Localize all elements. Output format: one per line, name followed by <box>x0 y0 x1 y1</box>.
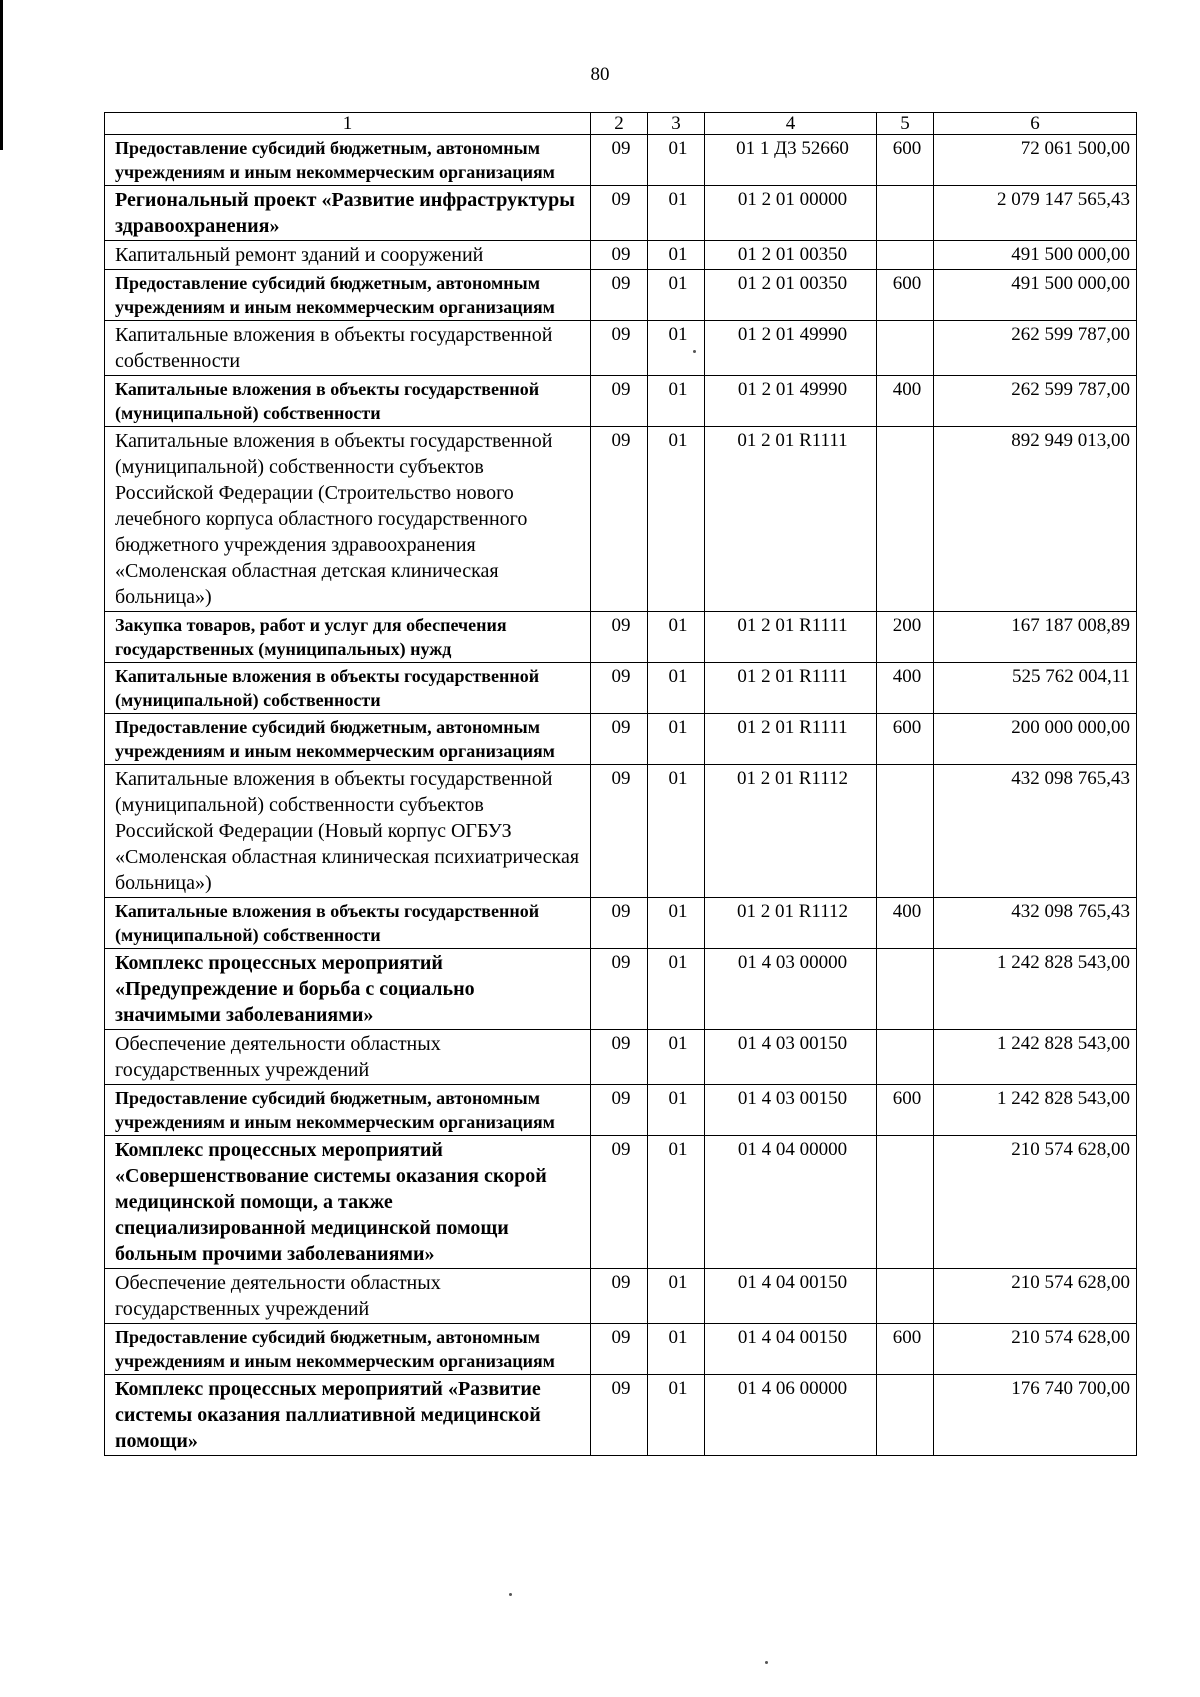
row-section-code: 09 <box>591 427 648 612</box>
row-amount: 432 098 765,43 <box>934 765 1137 898</box>
row-expense-type: 600 <box>877 270 934 321</box>
row-name: Комплекс процессных мероприятий «Развитие системы оказания паллиативной медицинской помощи» <box>105 1375 591 1456</box>
row-amount: 176 740 700,00 <box>934 1375 1137 1456</box>
row-amount: 1 242 828 543,00 <box>934 949 1137 1030</box>
row-subsection-code: 01 <box>648 898 705 949</box>
row-target-article: 01 2 01 R1112 <box>705 765 877 898</box>
row-section-code: 09 <box>591 765 648 898</box>
row-subsection-code: 01 <box>648 612 705 663</box>
row-section-code: 09 <box>591 376 648 427</box>
row-section-code: 09 <box>591 1324 648 1375</box>
row-section-code: 09 <box>591 270 648 321</box>
row-subsection-code: 01 <box>648 1136 705 1269</box>
row-amount: 262 599 787,00 <box>934 376 1137 427</box>
row-target-article: 01 4 03 00000 <box>705 949 877 1030</box>
table-row <box>105 1375 1137 1456</box>
row-amount: 167 187 008,89 <box>934 612 1137 663</box>
row-subsection-code: 01 <box>648 1375 705 1456</box>
row-target-article: 01 2 01 00000 <box>705 186 877 241</box>
row-name: Капитальный ремонт зданий и сооружений <box>105 241 591 270</box>
row-subsection-code: 01 <box>648 1324 705 1375</box>
row-subsection-code: 01 <box>648 663 705 714</box>
row-subsection-code: 01 <box>648 270 705 321</box>
row-subsection-code: 01 <box>648 241 705 270</box>
table-row <box>105 135 1137 186</box>
row-amount: 892 949 013,00 <box>934 427 1137 612</box>
row-name: Предоставление субсидий бюджетным, автономным учреждениям и иным некоммерческим организациям <box>105 270 591 321</box>
row-section-code: 09 <box>591 1085 648 1136</box>
row-amount: 262 599 787,00 <box>934 321 1137 376</box>
row-amount: 1 242 828 543,00 <box>934 1085 1137 1136</box>
row-section-code: 09 <box>591 1269 648 1324</box>
row-target-article: 01 4 03 00150 <box>705 1030 877 1085</box>
row-expense-type <box>877 321 934 376</box>
table-row <box>105 1269 1137 1324</box>
row-target-article: 01 2 01 00350 <box>705 270 877 321</box>
row-expense-type <box>877 949 934 1030</box>
row-expense-type <box>877 1030 934 1085</box>
row-subsection-code: 01 <box>648 427 705 612</box>
scan-speck <box>509 1593 512 1596</box>
row-expense-type: 600 <box>877 135 934 186</box>
row-name: Капитальные вложения в объекты государственной (муниципальной) собственности <box>105 898 591 949</box>
column-header-5: 5 <box>877 113 934 135</box>
row-subsection-code: 01 <box>648 765 705 898</box>
column-header-6: 6 <box>934 113 1137 135</box>
row-expense-type: 600 <box>877 714 934 765</box>
row-expense-type: 400 <box>877 663 934 714</box>
table-row <box>105 186 1137 241</box>
page-number: 80 <box>590 64 610 85</box>
table-row <box>105 241 1137 270</box>
row-section-code: 09 <box>591 135 648 186</box>
row-name: Капитальные вложения в объекты государственной (муниципальной) собственности субъектов Российской Федерации (Строительство нового лечебного корпуса областного государственного бюджетного учреждения здравоохранения «Смоленская областная детская клиническая больница») <box>105 427 591 612</box>
row-target-article: 01 2 01 R1111 <box>705 663 877 714</box>
row-subsection-code: 01 <box>648 1085 705 1136</box>
row-target-article: 01 4 06 00000 <box>705 1375 877 1456</box>
row-expense-type: 600 <box>877 1085 934 1136</box>
table-row <box>105 1136 1137 1269</box>
row-amount: 210 574 628,00 <box>934 1324 1137 1375</box>
row-expense-type <box>877 765 934 898</box>
row-name: Капитальные вложения в объекты государственной (муниципальной) собственности <box>105 376 591 427</box>
row-name: Закупка товаров, работ и услуг для обеспечения государственных (муниципальных) нужд <box>105 612 591 663</box>
row-subsection-code: 01 <box>648 321 705 376</box>
row-section-code: 09 <box>591 714 648 765</box>
row-name: Капитальные вложения в объекты государственной (муниципальной) собственности субъектов Российской Федерации (Новый корпус ОГБУЗ «Смоленская областная клиническая психиатрическая больница») <box>105 765 591 898</box>
row-amount: 2 079 147 565,43 <box>934 186 1137 241</box>
row-name: Предоставление субсидий бюджетным, автономным учреждениям и иным некоммерческим организациям <box>105 1085 591 1136</box>
row-target-article: 01 2 01 R1111 <box>705 427 877 612</box>
row-section-code: 09 <box>591 321 648 376</box>
table-row <box>105 612 1137 663</box>
row-section-code: 09 <box>591 949 648 1030</box>
table-row <box>105 427 1137 612</box>
row-expense-type <box>877 427 934 612</box>
table-row <box>105 949 1137 1030</box>
row-amount: 210 574 628,00 <box>934 1136 1137 1269</box>
table-row <box>105 321 1137 376</box>
row-name: Предоставление субсидий бюджетным, автономным учреждениям и иным некоммерческим организациям <box>105 714 591 765</box>
row-amount: 72 061 500,00 <box>934 135 1137 186</box>
row-amount: 491 500 000,00 <box>934 270 1137 321</box>
row-expense-type <box>877 1375 934 1456</box>
row-subsection-code: 01 <box>648 1269 705 1324</box>
table-row <box>105 270 1137 321</box>
row-target-article: 01 2 01 R1111 <box>705 612 877 663</box>
row-section-code: 09 <box>591 612 648 663</box>
row-amount: 200 000 000,00 <box>934 714 1137 765</box>
row-name: Предоставление субсидий бюджетным, автономным учреждениям и иным некоммерческим организациям <box>105 1324 591 1375</box>
table-row <box>105 714 1137 765</box>
row-subsection-code: 01 <box>648 1030 705 1085</box>
table-row <box>105 898 1137 949</box>
row-target-article: 01 4 04 00150 <box>705 1324 877 1375</box>
row-expense-type: 400 <box>877 376 934 427</box>
row-name: Комплекс процессных мероприятий «Совершенствование системы оказания скорой медицинской помощи, а также специализированной медицинской помощи больным прочими заболеваниями» <box>105 1136 591 1269</box>
row-target-article: 01 1 Д3 52660 <box>705 135 877 186</box>
row-target-article: 01 4 03 00150 <box>705 1085 877 1136</box>
row-amount: 432 098 765,43 <box>934 898 1137 949</box>
row-name: Капитальные вложения в объекты государственной собственности <box>105 321 591 376</box>
row-target-article: 01 2 01 R1111 <box>705 714 877 765</box>
row-name: Региональный проект «Развитие инфраструктуры здравоохранения» <box>105 186 591 241</box>
row-expense-type <box>877 1136 934 1269</box>
table-header-row <box>105 113 1137 135</box>
row-section-code: 09 <box>591 663 648 714</box>
column-header-3: 3 <box>648 113 705 135</box>
row-target-article: 01 2 01 R1112 <box>705 898 877 949</box>
budget-table <box>104 112 1137 1456</box>
row-amount: 491 500 000,00 <box>934 241 1137 270</box>
scan-speck <box>693 350 696 353</box>
table-row <box>105 1324 1137 1375</box>
row-target-article: 01 4 04 00150 <box>705 1269 877 1324</box>
row-section-code: 09 <box>591 1030 648 1085</box>
row-expense-type: 600 <box>877 1324 934 1375</box>
row-subsection-code: 01 <box>648 714 705 765</box>
row-amount: 1 242 828 543,00 <box>934 1030 1137 1085</box>
row-target-article: 01 4 04 00000 <box>705 1136 877 1269</box>
row-name: Обеспечение деятельности областных государственных учреждений <box>105 1030 591 1085</box>
row-subsection-code: 01 <box>648 135 705 186</box>
row-expense-type <box>877 241 934 270</box>
row-expense-type: 400 <box>877 898 934 949</box>
row-amount: 525 762 004,11 <box>934 663 1137 714</box>
row-name: Предоставление субсидий бюджетным, автономным учреждениям и иным некоммерческим организациям <box>105 135 591 186</box>
table-row <box>105 1085 1137 1136</box>
row-section-code: 09 <box>591 1375 648 1456</box>
row-name: Обеспечение деятельности областных государственных учреждений <box>105 1269 591 1324</box>
table-row <box>105 376 1137 427</box>
row-subsection-code: 01 <box>648 376 705 427</box>
row-expense-type <box>877 1269 934 1324</box>
row-subsection-code: 01 <box>648 186 705 241</box>
row-subsection-code: 01 <box>648 949 705 1030</box>
row-name: Капитальные вложения в объекты государственной (муниципальной) собственности <box>105 663 591 714</box>
row-section-code: 09 <box>591 241 648 270</box>
row-amount: 210 574 628,00 <box>934 1269 1137 1324</box>
column-header-1: 1 <box>105 113 591 135</box>
row-expense-type: 200 <box>877 612 934 663</box>
column-header-4: 4 <box>705 113 877 135</box>
row-target-article: 01 2 01 49990 <box>705 321 877 376</box>
scan-speck <box>765 1661 768 1664</box>
table-body <box>105 135 1137 1456</box>
row-target-article: 01 2 01 00350 <box>705 241 877 270</box>
column-header-2: 2 <box>591 113 648 135</box>
table-row <box>105 1030 1137 1085</box>
row-name: Комплекс процессных мероприятий «Предупреждение и борьба с социально значимыми заболеваниями» <box>105 949 591 1030</box>
row-expense-type <box>877 186 934 241</box>
row-section-code: 09 <box>591 186 648 241</box>
table-row <box>105 663 1137 714</box>
row-section-code: 09 <box>591 898 648 949</box>
row-target-article: 01 2 01 49990 <box>705 376 877 427</box>
table-row <box>105 765 1137 898</box>
row-section-code: 09 <box>591 1136 648 1269</box>
